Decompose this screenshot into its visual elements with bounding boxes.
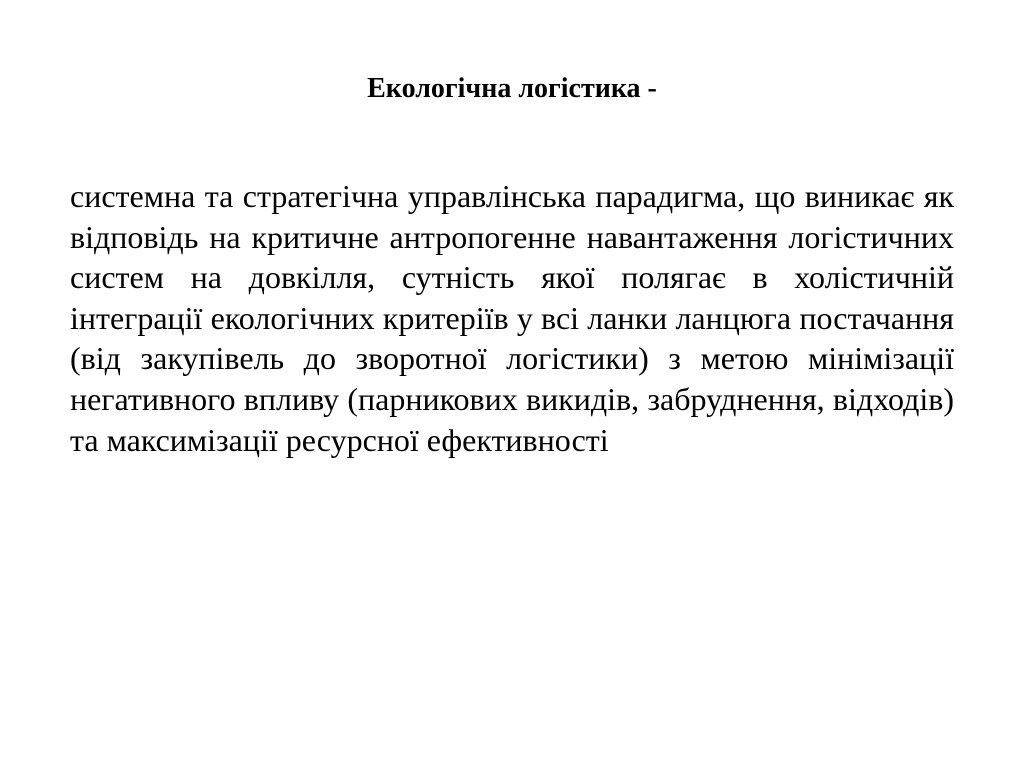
slide-title: Екологічна логістика - (367, 73, 657, 104)
definition-text: системна та стратегічна управлінська парадигма, що виникає як відповідь на критичне антропогенне навантаження логістичних систем на довкілля, сутність якої полягає в холістичній інтеграції екологічних критеріїв у всі ланки ланцюга постачання (від закупівель до зворотної логістики) з метою мінімізації негативного впливу (парникових викидів, забруднення, відходів) та максимізації ресурсної ефективності (70, 178, 954, 458)
